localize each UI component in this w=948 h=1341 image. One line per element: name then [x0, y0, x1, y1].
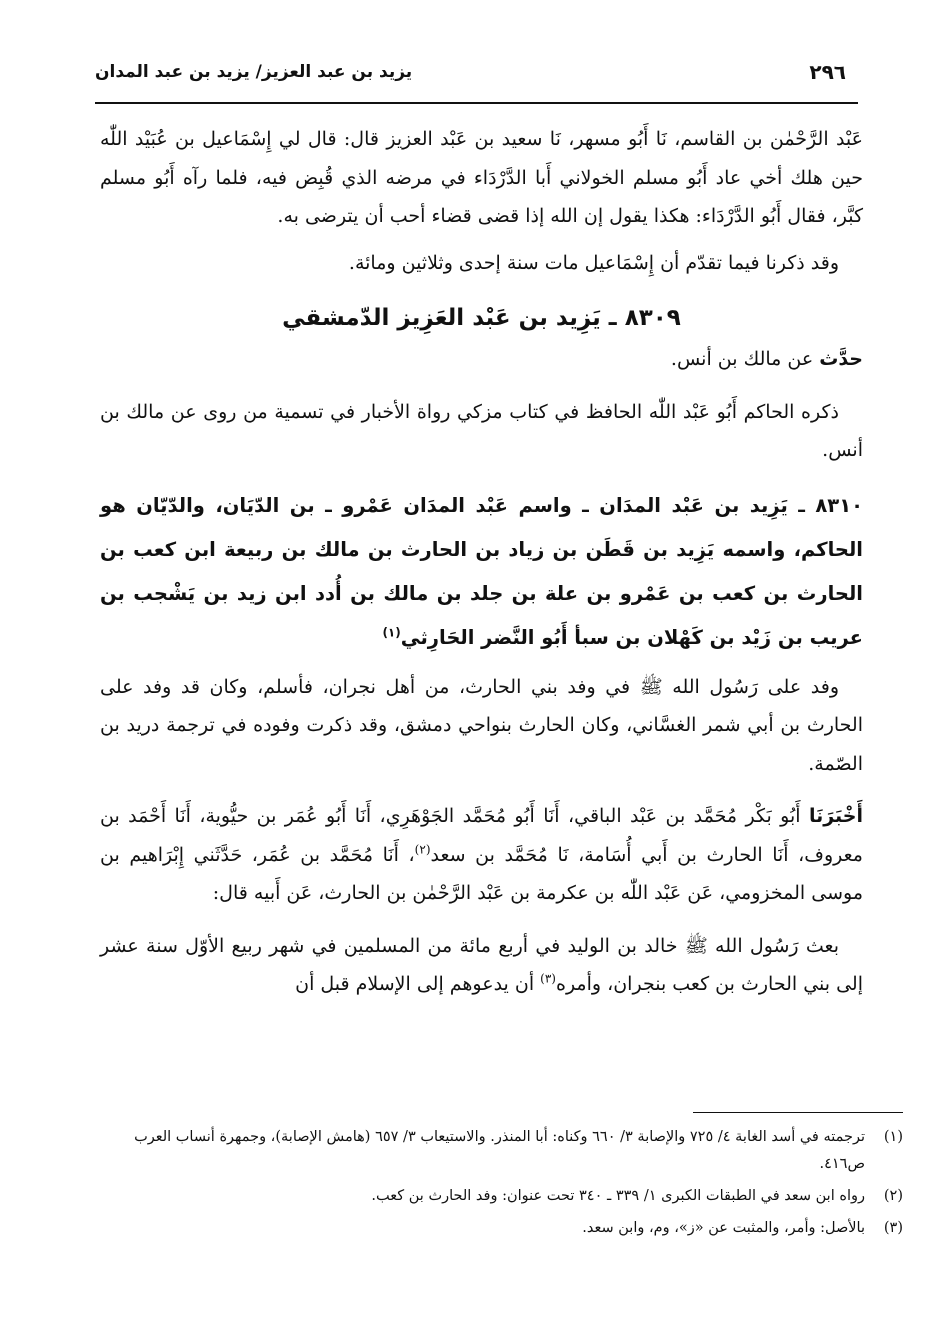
entry-8309-lead-word: حدَّث — [819, 348, 863, 370]
footnote-number: (٣) — [883, 1220, 903, 1236]
paragraph-death-note: وقد ذكرنا فيما تقدّم أن إِسْمَاعيل مات سنة إحدى وثلاثين ومائة. — [348, 251, 839, 274]
footnote-ref-2: (٢) — [414, 842, 431, 857]
isnad-text-b: ، أَنَا مُحَمَّد بن عُمَر، حَدَّثَني إِبْرَاهيم بن موسى المخزومي، عَن عَبْد اللّٰه بن عكرمة بن عَبْد الرَّحْمٰن بن الحارث، عَن أَبيه قال: — [100, 843, 863, 904]
entry-8310-delegation: وفد على رَسُول الله ﷺ في وفد بني الحارث، من أهل نجران، فأسلم، وكان قد وفد على الحارث بن أبي شمر الغسَّاني، وكان الحارث بنواحي دمشق، وقد ذكرت وفوده في ترجمة دريد بن الصّمة. — [100, 675, 863, 775]
report-text-b: أن يدعوهم إلى الإسلام قبل أن — [295, 973, 541, 995]
entry-8309-title: ٨٣٠٩ ـ يَزِيد بن عَبْد العَزِيز الدّمشقي — [282, 305, 681, 331]
running-header — [95, 58, 858, 104]
running-title: يزيد بن عبد العزيز/ يزيد بن عبد المدان — [95, 62, 413, 82]
footnote-ref-3: (٣) — [540, 971, 556, 986]
isnad-lead-word: أَخْبَرَنَا — [808, 805, 863, 827]
entry-8310-title — [100, 484, 863, 660]
footnotes — [95, 1124, 903, 1247]
report-paragraph — [100, 927, 863, 1004]
footnote-2 — [95, 1183, 903, 1210]
footnote-1 — [95, 1124, 903, 1178]
footnote-text: ترجمته في أسد الغابة ٤/ ٧٢٥ والإصابة ٣/ ٦٦٠ وكناه: أبا المنذر. والاستيعاب ٣/ ٦٥٧ (هامش الإصابة)، وجمهرة أنساب العرب ص٤١٦. — [134, 1129, 865, 1172]
paragraph-continuation: عَبْد الرَّحْمٰن بن القاسم، نَا أَبُو مسهر، نَا سعيد بن عَبْد العزيز قال: قال لي إِسْمَاعيل بن عُبَيْد اللّٰه حين هلك أخي عاد أَبُو مسلم الخولاني أَبا الدَّرْدَاء في مرضه الذي قُبِض فيه، فلما رآه أَبُو مسلم كبَّر، فقال أَبُو الدَّرْدَاء: هكذا يقول إن الله إذا قضى قضاء أحب أن يترضى به. — [100, 128, 863, 227]
footnote-text: بالأصل: وأمر، والمثبت عن «ز»، وم، وابن سعد. — [582, 1220, 865, 1236]
footnote-text: رواه ابن سعد في الطبقات الكبرى ١/ ٣٣٩ ـ ٣٤٠ تحت عنوان: وفد الحارث بن كعب. — [371, 1188, 865, 1204]
isnad-text-a: أَبُو بَكْر مُحَمَّد بن عَبْد الباقي، أَنَا أَبُو مُحَمَّد الجَوْهَرِي، أَنَا أَبُو عُمَر بن حيُّوية، أَنَا أَحْمَد بن معروف، أَنَا الحارث بن أَبي أُسَامة، نَا مُحَمَّد بن سعد — [100, 805, 863, 866]
footnote-3 — [95, 1215, 903, 1242]
entry-8309-narration — [100, 340, 863, 379]
footnote-divider — [693, 1112, 903, 1113]
isnad-paragraph — [100, 797, 863, 913]
entry-8310-lineage: ٨٣١٠ ـ يَزِيد بن عَبْد المدَان ـ واسم عَبْد المدَان عَمْرو ـ بن الدّيَان، والدّيّان هو الحاكم، واسمه يَزِيد بن قَطَن بن زياد بن الحارث بن مالك بن ربيعة ابن كعب بن الحارث بن كعب بن عَمْرو بن علة بن جلد بن مالك بن أُدد ابن زيد بن يَشْجب بن عريب بن زَيْد بن كَهْلان بن سبأ أَبُو النَّضر الحَارِثي — [100, 493, 863, 649]
entry-8309-text: عن مالك بن أنس. — [670, 348, 820, 370]
entry-8309-mention: ذكره الحاكم أَبُو عَبْد اللّٰه الحافظ في كتاب مزكي رواة الأخبار في تسمية من روى عن مالك بن أنس. — [100, 400, 863, 461]
main-text — [100, 120, 863, 1004]
footnote-number: (٢) — [883, 1188, 903, 1204]
page-number: ٢٩٦ — [809, 60, 846, 84]
report-text-a: بعث رَسُول الله ﷺ خالد بن الوليد في أربع مائة من المسلمين في شهر ربيع الأوّل سنة عشر إلى بني الحارث بن كعب بنجران، وأمره — [100, 934, 863, 995]
footnote-ref-1: (١) — [382, 625, 401, 639]
footnote-number: (١) — [883, 1129, 903, 1145]
